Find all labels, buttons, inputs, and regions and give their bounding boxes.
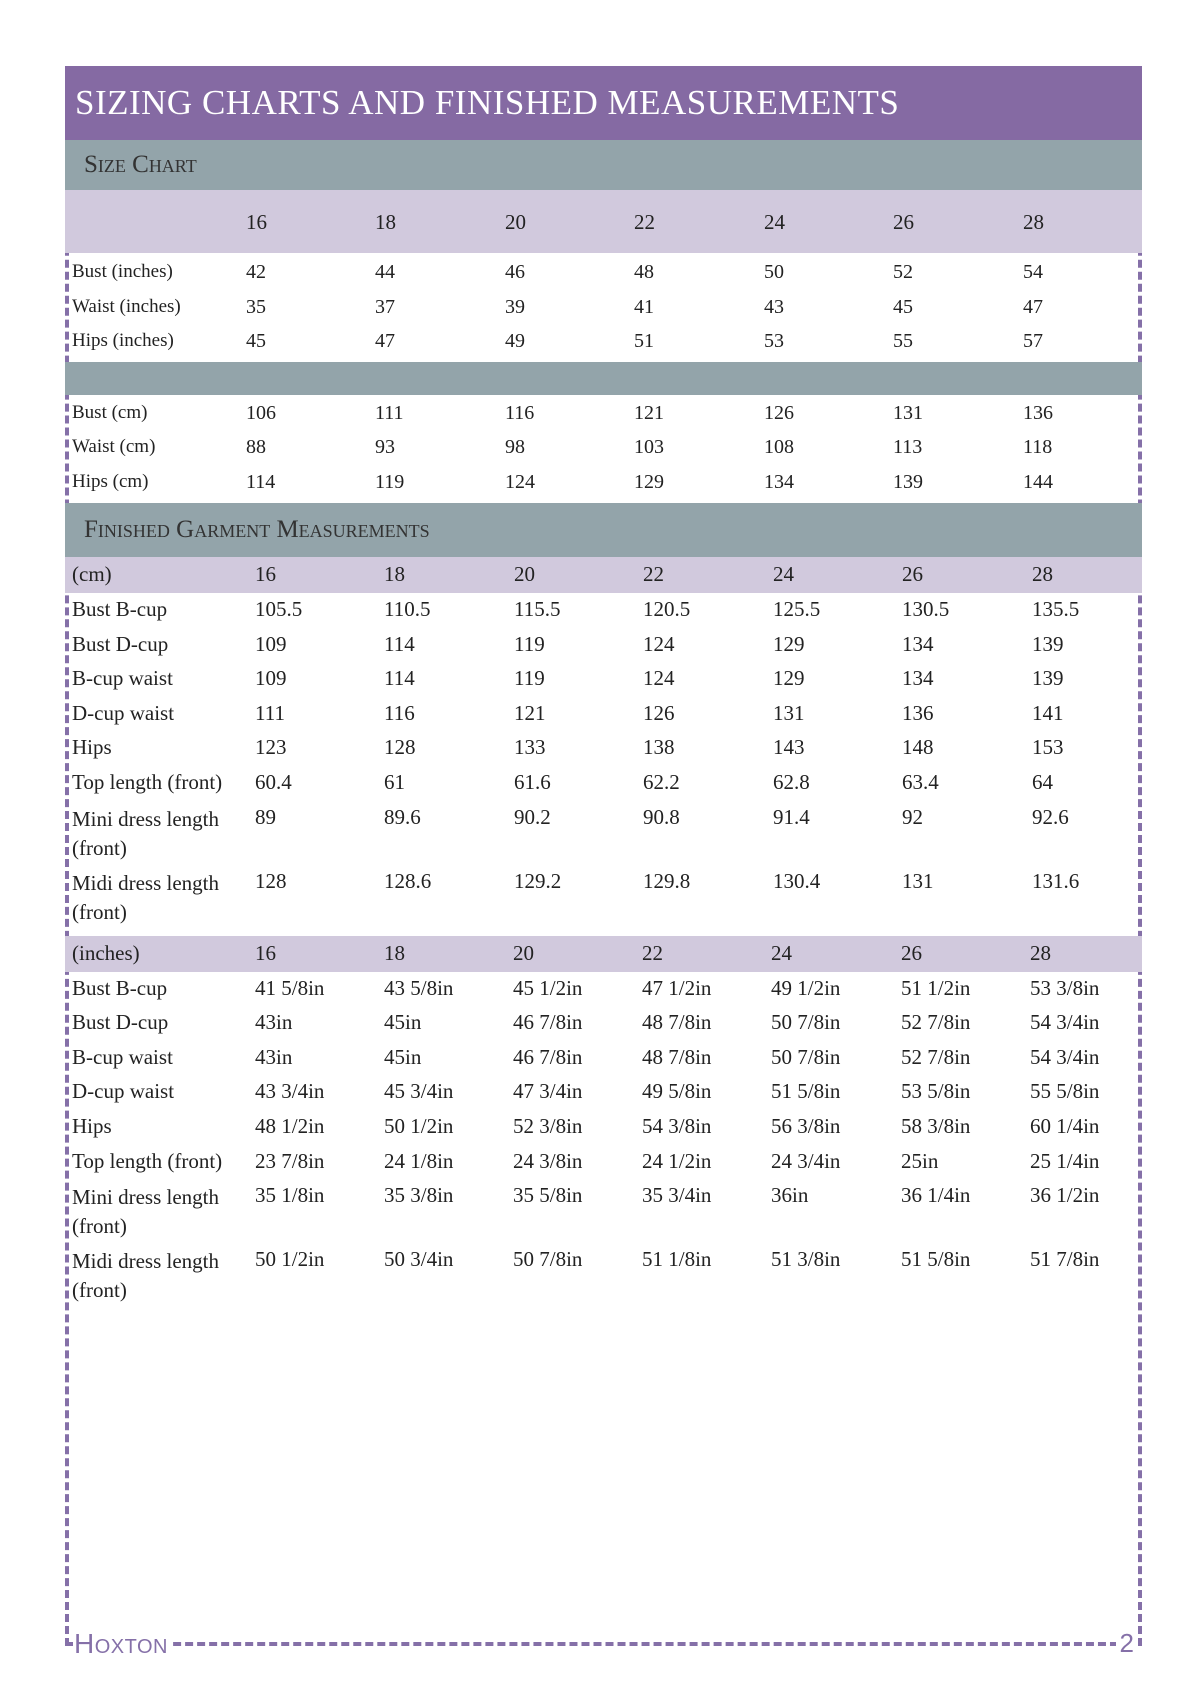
table-cell: 131.6 xyxy=(1032,868,1080,893)
table-cell: 48 1/2in xyxy=(255,1113,325,1138)
table-cell: 46 7/8in xyxy=(513,1044,583,1069)
row-label: Waist (cm) xyxy=(72,436,156,457)
row-label-line: D-cup waist xyxy=(72,700,175,725)
table-row xyxy=(65,865,1142,929)
table-cell: 51 3/8in xyxy=(771,1247,841,1272)
row-label-line: Midi dress length xyxy=(72,870,219,895)
table-cell: 109 xyxy=(255,631,287,656)
table-cell: 44 xyxy=(375,261,395,283)
page-number: 2 xyxy=(1116,1628,1138,1659)
row-label: Bust (inches) xyxy=(72,261,173,282)
table-cell: 103 xyxy=(634,436,664,458)
size-header-cell: 16 xyxy=(255,562,276,586)
row-label xyxy=(72,976,167,1001)
table-cell: 134 xyxy=(902,631,934,656)
row-label-line: Hips xyxy=(72,1113,112,1138)
table-cell: 41 5/8in xyxy=(255,975,325,1000)
size-header-cell: 24 xyxy=(771,940,792,965)
table-cell: 120.5 xyxy=(643,597,691,621)
size-header-cell: 28 xyxy=(1032,562,1053,586)
table-cell: 129 xyxy=(773,666,805,691)
table-cell: 51 5/8in xyxy=(901,1247,971,1272)
table-cell: 114 xyxy=(384,631,415,656)
table-cell: 45 1/2in xyxy=(513,975,583,1000)
table-cell: 35 1/8in xyxy=(255,1183,325,1208)
table-cell: 49 5/8in xyxy=(642,1079,712,1104)
table-cell: 115.5 xyxy=(514,597,561,621)
table-cell: 53 xyxy=(764,330,784,352)
table-cell: 48 7/8in xyxy=(642,1044,712,1069)
table-row xyxy=(65,1179,1142,1243)
table-cell: 139 xyxy=(893,470,923,493)
row-label xyxy=(72,735,112,760)
table-cell: 110.5 xyxy=(384,597,431,621)
table-cell: 24 3/8in xyxy=(513,1148,583,1173)
table-cell: 45in xyxy=(384,1010,422,1035)
table-cell: 61.6 xyxy=(514,769,551,794)
table-cell: 51 1/8in xyxy=(642,1247,712,1272)
table-row xyxy=(65,628,1142,663)
table-cell: 108 xyxy=(764,436,794,458)
brand-logo: Hoxton xyxy=(74,1628,172,1660)
table-cell: 35 3/4in xyxy=(642,1183,712,1208)
table-cell: 119 xyxy=(514,666,545,691)
table-cell: 43in xyxy=(255,1010,293,1035)
table-cell: 50 7/8in xyxy=(771,1044,841,1069)
table-cell: 47 3/4in xyxy=(513,1079,583,1104)
table-cell: 128.6 xyxy=(384,868,432,893)
table-cell: 114 xyxy=(384,666,415,691)
table-cell: 114 xyxy=(246,470,276,493)
table-cell: 123 xyxy=(255,735,287,760)
table-cell: 131 xyxy=(893,401,923,424)
row-label xyxy=(72,1079,174,1104)
table-cell: 36 1/4in xyxy=(901,1183,971,1208)
row-label-line: Mini dress length xyxy=(72,806,219,831)
table-cell: 64 xyxy=(1032,769,1053,794)
table-cell: 128 xyxy=(255,868,287,893)
row-label: Hips (cm) xyxy=(72,470,149,492)
table-cell: 25in xyxy=(901,1148,939,1173)
table-cell: 55 5/8in xyxy=(1030,1079,1100,1104)
table-cell: 129.2 xyxy=(514,868,562,893)
table-row xyxy=(65,593,1142,628)
table-cell: 124 xyxy=(643,631,675,656)
table-row xyxy=(65,731,1142,766)
table-cell: 35 xyxy=(246,295,266,318)
table-cell: 51 xyxy=(634,330,654,352)
table-cell: 116 xyxy=(384,700,415,725)
table-cell: 45 3/4in xyxy=(384,1079,454,1104)
table-cell: 52 3/8in xyxy=(513,1113,583,1138)
row-label-line: (front) xyxy=(72,1278,127,1303)
row-label xyxy=(72,1114,112,1139)
table-row xyxy=(65,466,1142,501)
garment-inches-table xyxy=(65,936,1142,1308)
table-cell: 47 xyxy=(375,330,395,352)
table-cell: 93 xyxy=(375,436,395,458)
row-label-line: Midi dress length xyxy=(72,1249,219,1274)
row-label xyxy=(72,632,168,657)
table-row xyxy=(65,1006,1142,1041)
table-cell: 43 xyxy=(764,295,784,318)
row-label-line: (front) xyxy=(72,835,127,860)
unit-label: (cm) xyxy=(72,562,112,586)
table-cell: 129 xyxy=(773,631,805,656)
table-cell: 39 xyxy=(505,295,525,318)
row-label xyxy=(72,666,173,691)
table-cell: 53 5/8in xyxy=(901,1079,971,1104)
table-cell: 60.4 xyxy=(255,769,292,794)
table-cell: 130.4 xyxy=(773,868,821,893)
table-cell: 134 xyxy=(764,470,794,493)
size-header-cell: 20 xyxy=(513,940,534,965)
size-chart-heading: Size Chart xyxy=(84,151,197,178)
table-cell: 56 3/8in xyxy=(771,1113,841,1138)
table-row xyxy=(65,972,1142,1007)
table-cell: 118 xyxy=(1023,436,1053,458)
table-cell: 35 5/8in xyxy=(513,1183,583,1208)
size-header-cell: 22 xyxy=(634,210,655,234)
table-cell: 90.8 xyxy=(643,804,680,829)
size-chart-cm-rows xyxy=(65,395,1142,501)
size-header-cell: 22 xyxy=(643,562,664,586)
table-cell: 119 xyxy=(514,631,545,656)
row-label: Hips (inches) xyxy=(72,330,174,351)
size-header-cell: 16 xyxy=(246,210,267,234)
size-header-cell: 26 xyxy=(893,210,914,234)
table-cell: 42 xyxy=(246,261,266,283)
table-cell: 54 3/4in xyxy=(1030,1044,1100,1069)
row-label-line: Top length (front) xyxy=(72,1148,223,1173)
table-row xyxy=(65,801,1142,865)
table-cell: 48 7/8in xyxy=(642,1010,712,1035)
table-cell: 46 xyxy=(505,261,525,283)
table-row xyxy=(65,256,1142,291)
table-cell: 88 xyxy=(246,436,266,458)
table-cell: 49 1/2in xyxy=(771,975,841,1000)
row-label xyxy=(72,805,219,863)
size-header-cell: 24 xyxy=(764,210,785,234)
table-cell: 61 xyxy=(384,769,405,794)
table-cell: 23 7/8in xyxy=(255,1148,325,1173)
table-cell: 121 xyxy=(514,700,546,725)
table-cell: 52 7/8in xyxy=(901,1044,971,1069)
row-label xyxy=(72,701,174,726)
table-cell: 52 xyxy=(893,261,913,283)
table-cell: 111 xyxy=(255,700,285,725)
table-cell: 60 1/4in xyxy=(1030,1113,1100,1138)
size-header-cell: 20 xyxy=(505,210,526,234)
size-header-cell: 18 xyxy=(384,562,405,586)
table-cell: 98 xyxy=(505,436,525,458)
table-row xyxy=(65,291,1142,326)
table-cell: 109 xyxy=(255,666,287,691)
table-row xyxy=(65,1075,1142,1110)
table-cell: 138 xyxy=(643,735,675,760)
table-cell: 89.6 xyxy=(384,804,421,829)
row-label-line: Bust B-cup xyxy=(72,597,168,621)
table-cell: 37 xyxy=(375,295,395,318)
table-cell: 129.8 xyxy=(643,868,691,893)
table-cell: 45 xyxy=(246,330,266,352)
table-cell: 124 xyxy=(505,470,535,493)
row-label xyxy=(72,1247,219,1305)
row-label-line: Hips xyxy=(72,735,112,760)
table-cell: 48 xyxy=(634,261,654,283)
table-cell: 52 7/8in xyxy=(901,1010,971,1035)
table-cell: 51 7/8in xyxy=(1030,1247,1100,1272)
table-cell: 153 xyxy=(1032,735,1064,760)
title-bar xyxy=(65,66,1142,140)
table-cell: 35 3/8in xyxy=(384,1183,454,1208)
size-header-cell: 28 xyxy=(1023,210,1044,234)
table-cell: 55 xyxy=(893,330,913,352)
table-cell: 43 3/4in xyxy=(255,1079,325,1104)
row-label-line: (front) xyxy=(72,899,127,924)
table-row xyxy=(65,1243,1142,1307)
size-header-cell: 18 xyxy=(384,940,405,965)
table-cell: 136 xyxy=(902,700,934,725)
table-cell: 131 xyxy=(902,868,934,893)
table-cell: 113 xyxy=(893,436,923,458)
table-cell: 121 xyxy=(634,401,664,424)
table-cell: 126 xyxy=(643,700,675,725)
table-cell: 131 xyxy=(773,700,805,725)
table-cell: 50 7/8in xyxy=(771,1010,841,1035)
table-cell: 92 xyxy=(902,804,923,829)
table-cell: 51 5/8in xyxy=(771,1079,841,1104)
size-header-cell: 16 xyxy=(255,940,276,965)
table-cell: 144 xyxy=(1023,470,1053,493)
table-cell: 41 xyxy=(634,295,654,318)
table-cell: 63.4 xyxy=(902,769,939,794)
table-cell: 49 xyxy=(505,330,525,352)
garment-cm-table xyxy=(65,557,1142,929)
table-cell: 50 3/4in xyxy=(384,1247,454,1272)
size-header-cell: 20 xyxy=(514,562,535,586)
table-cell: 148 xyxy=(902,735,934,760)
row-label-line: Mini dress length xyxy=(72,1185,219,1210)
size-chart-heading-bar xyxy=(65,140,1142,190)
page-title: SIZING CHARTS AND FINISHED MEASUREMENTS xyxy=(75,83,900,122)
table-cell: 47 xyxy=(1023,295,1043,318)
row-label-line: D-cup waist xyxy=(72,1079,175,1104)
row-label-line: B-cup waist xyxy=(72,666,173,691)
table-cell: 54 xyxy=(1023,261,1043,283)
row-label xyxy=(72,1183,219,1241)
table-cell: 36 1/2in xyxy=(1030,1183,1100,1208)
garment-heading: Finished Garment Measurements xyxy=(84,516,430,543)
table-cell: 139 xyxy=(1032,631,1064,656)
table-cell: 105.5 xyxy=(255,597,303,621)
size-chart-size-header xyxy=(65,190,1142,253)
table-cell: 45in xyxy=(384,1044,422,1069)
row-label xyxy=(72,869,219,927)
garment-unit-header xyxy=(65,936,1142,972)
size-header-cell: 26 xyxy=(902,562,923,586)
table-cell: 46 7/8in xyxy=(513,1010,583,1035)
size-header-cell: 18 xyxy=(375,210,396,234)
size-header-cell: 24 xyxy=(773,562,794,586)
table-cell: 50 7/8in xyxy=(513,1247,583,1272)
table-cell: 54 3/8in xyxy=(642,1113,712,1138)
table-cell: 134 xyxy=(902,666,934,691)
table-cell: 116 xyxy=(505,401,535,424)
table-cell: 124 xyxy=(643,666,675,691)
row-label xyxy=(72,1010,168,1035)
table-cell: 143 xyxy=(773,735,805,760)
table-cell: 58 3/8in xyxy=(901,1113,971,1138)
table-cell: 50 xyxy=(764,261,784,283)
row-label: Waist (inches) xyxy=(72,295,181,317)
row-label-line: B-cup waist xyxy=(72,1044,173,1069)
table-cell: 141 xyxy=(1032,700,1064,725)
row-label-line: Top length (front) xyxy=(72,769,223,794)
table-cell: 130.5 xyxy=(902,597,950,621)
table-cell: 62.2 xyxy=(643,769,680,794)
row-label-line: (front) xyxy=(72,1214,127,1239)
row-label xyxy=(72,770,222,795)
table-cell: 139 xyxy=(1032,666,1064,691)
row-label xyxy=(72,1045,173,1070)
table-row xyxy=(65,431,1142,466)
table-cell: 133 xyxy=(514,735,546,760)
table-row xyxy=(65,1041,1142,1076)
table-cell: 111 xyxy=(375,401,404,424)
size-header-cell: 26 xyxy=(901,940,922,965)
table-row xyxy=(65,325,1142,360)
table-cell: 106 xyxy=(246,401,276,424)
row-label-line: Bust D-cup xyxy=(72,631,169,656)
table-cell: 57 xyxy=(1023,330,1043,352)
table-cell: 24 1/8in xyxy=(384,1148,454,1173)
row-label xyxy=(72,597,167,622)
table-cell: 25 1/4in xyxy=(1030,1148,1100,1173)
table-cell: 91.4 xyxy=(773,804,810,829)
garment-unit-header xyxy=(65,557,1142,593)
table-row xyxy=(65,397,1142,432)
table-cell: 89 xyxy=(255,804,276,829)
table-cell: 62.8 xyxy=(773,769,810,794)
row-label xyxy=(72,1149,222,1174)
size-header-cell: 22 xyxy=(642,940,663,965)
table-cell: 47 1/2in xyxy=(642,975,712,1000)
table-cell: 43in xyxy=(255,1044,293,1069)
row-label-line: Bust B-cup xyxy=(72,975,168,1000)
row-label-line: Bust D-cup xyxy=(72,1010,169,1035)
sizing-document xyxy=(65,66,1142,1307)
table-cell: 51 1/2in xyxy=(901,975,971,1000)
table-cell: 45 xyxy=(893,295,913,318)
table-cell: 135.5 xyxy=(1032,597,1080,621)
unit-label: (inches) xyxy=(72,940,140,965)
table-cell: 24 1/2in xyxy=(642,1148,712,1173)
table-cell: 125.5 xyxy=(773,597,821,621)
table-cell: 129 xyxy=(634,470,664,493)
table-row xyxy=(65,662,1142,697)
table-cell: 24 3/4in xyxy=(771,1148,841,1173)
table-row xyxy=(65,697,1142,732)
table-cell: 128 xyxy=(384,735,416,760)
size-header-cell: 28 xyxy=(1030,940,1051,965)
table-cell: 54 3/4in xyxy=(1030,1010,1100,1035)
table-row xyxy=(65,766,1142,801)
table-cell: 92.6 xyxy=(1032,804,1069,829)
row-label: Bust (cm) xyxy=(72,401,148,423)
table-cell: 90.2 xyxy=(514,804,551,829)
table-cell: 126 xyxy=(764,401,794,424)
table-cell: 53 3/8in xyxy=(1030,975,1100,1000)
table-cell: 36in xyxy=(771,1183,809,1208)
table-row xyxy=(65,1110,1142,1145)
table-cell: 50 1/2in xyxy=(384,1113,454,1138)
table-cell: 50 1/2in xyxy=(255,1247,325,1272)
table-row xyxy=(65,1145,1142,1180)
table-cell: 43 5/8in xyxy=(384,975,454,1000)
garment-heading-bar xyxy=(65,503,1142,557)
table-cell: 136 xyxy=(1023,401,1053,424)
size-chart-inches-rows xyxy=(65,253,1142,360)
table-cell: 119 xyxy=(375,470,405,493)
size-chart-divider-bar xyxy=(65,362,1142,395)
